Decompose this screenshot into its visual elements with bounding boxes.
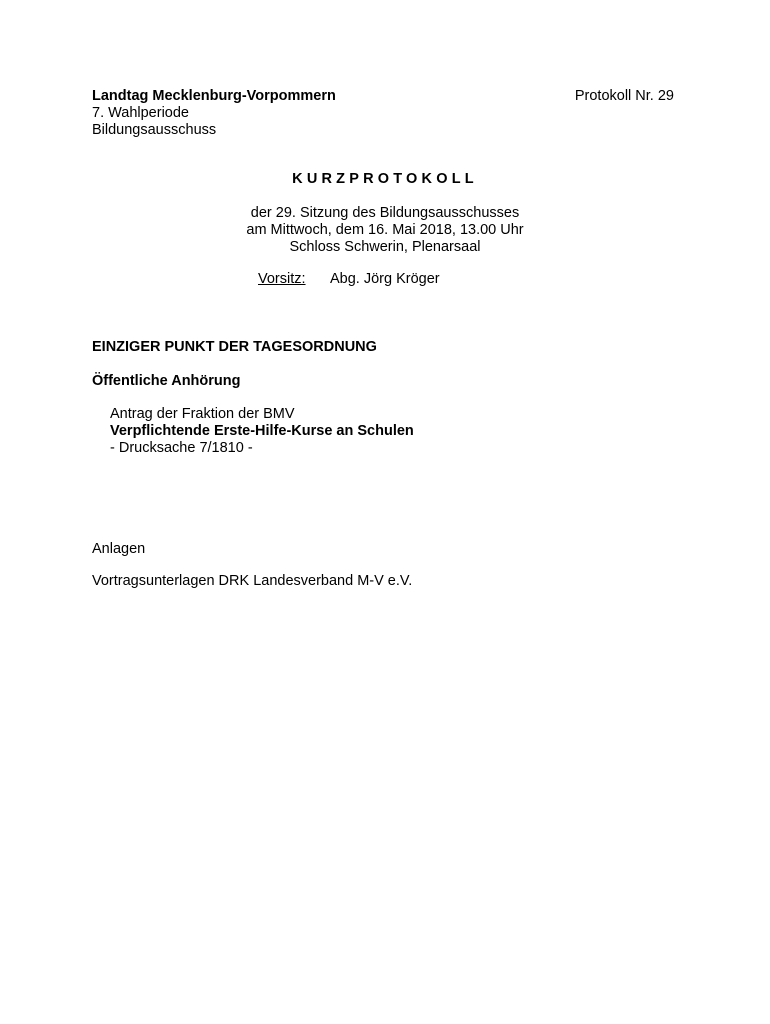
agenda-heading: EINZIGER PUNKT DER TAGESORDNUNG	[92, 339, 377, 355]
agenda-subheading: Öffentliche Anhörung	[92, 373, 241, 389]
document-title: KURZPROTOKOLL	[292, 171, 478, 187]
chair-info	[258, 271, 440, 288]
session-info	[0, 205, 770, 256]
committee-name: Bildungsausschuss	[92, 122, 217, 138]
chair-label: Vorsitz:	[258, 271, 306, 287]
session-date: am Mittwoch, dem 16. Mai 2018, 13.00 Uhr	[246, 222, 524, 238]
motion-block	[110, 406, 414, 457]
attachments-heading: Anlagen	[92, 541, 146, 557]
document-header	[92, 88, 336, 139]
motion-title: Verpflichtende Erste-Hilfe-Kurse an Schulen	[110, 423, 414, 439]
session-location: Schloss Schwerin, Plenarsaal	[289, 239, 481, 255]
motion-reference: - Drucksache 7/1810 -	[110, 440, 253, 456]
protocol-number: Protokoll Nr. 29	[574, 88, 674, 104]
legislative-period: 7. Wahlperiode	[92, 105, 189, 121]
session-name: der 29. Sitzung des Bildungsausschusses	[250, 205, 520, 221]
motion-intro: Antrag der Fraktion der BMV	[110, 406, 295, 422]
chair-name: Abg. Jörg Kröger	[330, 271, 440, 287]
parliament-name: Landtag Mecklenburg-Vorpommern	[92, 88, 336, 104]
attachments-item: Vortragsunterlagen DRK Landesverband M-V e.V.	[92, 573, 413, 589]
